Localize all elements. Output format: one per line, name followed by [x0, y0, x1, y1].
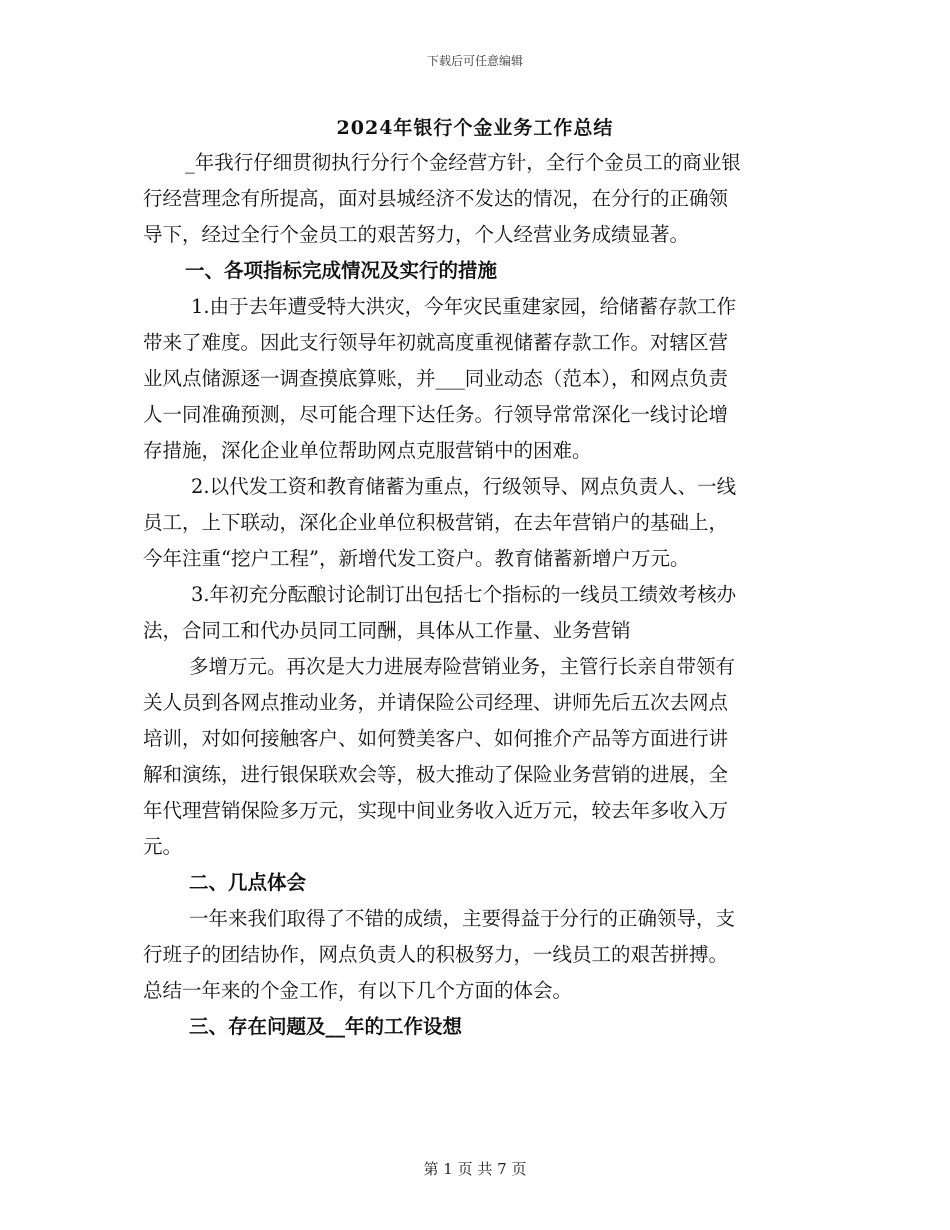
intro-line: 行经营理念有所提高，面对县城经济不发达的情况，在分行的正确领: [143, 187, 729, 210]
section-heading-1: 一、各项指标完成情况及实行的措施: [185, 259, 498, 282]
section2-line: 总结一年来的个金工作，有以下几个方面的体会。: [143, 979, 573, 1002]
item1-line: 人一同准确预测，尽可能合理下达任务。行领导常常深化一线讨论增: [143, 403, 729, 426]
continuation-line: 培训，对如何接触客户、如何赞美客户、如何推介产品等方面进行讲: [143, 727, 729, 750]
item2-line: 员工，上下联动，深化企业单位积极营销，在去年营销户的基础上，: [143, 511, 729, 534]
continuation-line: 关人员到各网点推动业务，并请保险公司经理、讲师先后五次去网点: [143, 691, 729, 714]
item1-line: 带来了难度。因此支行领导年初就高度重视储蓄存款工作。对辖区营: [143, 331, 729, 354]
item1-line: 1.由于去年遭受特大洪灾，今年灾民重建家园，给储蓄存款工作: [191, 295, 737, 318]
continuation-line: 解和演练，进行银保联欢会等，极大推动了保险业务营销的进展，全: [143, 763, 729, 786]
continuation-line: 元。: [143, 835, 183, 858]
section2-line: 行班子的团结协作，网点负责人的积极努力，一线员工的艰苦拼搏。: [143, 943, 729, 966]
item3-line: 3.年初充分酝酿讨论制订出包括七个指标的一线员工绩效考核办: [191, 583, 737, 606]
item2-line: 2.以代发工资和教育储蓄为重点，行级领导、网点负责人、一线: [191, 475, 737, 498]
intro-line: _年我行仔细贯彻执行分行个金经营方针，全行个金员工的商业银: [185, 151, 741, 174]
document-title: 2024年银行个金业务工作总结: [336, 117, 614, 139]
section-heading-3: 三、存在问题及__年的工作设想: [189, 1015, 463, 1038]
document-body: [143, 145, 807, 1045]
continuation-line: 年代理营销保险多万元，实现中间业务收入近万元，较去年多收入万: [143, 799, 729, 822]
item3-line: 法，合同工和代办员同工同酬，具体从工作量、业务营销: [143, 619, 631, 642]
item1-line: 业风点储源逐一调查摸底算账，并___同业动态（范本），和网点负责: [143, 367, 729, 390]
item2-line: 今年注重“挖户工程”，新增代发工资户。教育储蓄新增户万元。: [143, 547, 690, 570]
section2-line: 一年来我们取得了不错的成绩，主要得益于分行的正确领导，支: [189, 907, 736, 930]
section-heading-2: 二、几点体会: [189, 871, 307, 894]
item1-line: 存措施，深化企业单位帮助网点克服营销中的困难。: [143, 439, 592, 462]
intro-line: 导下，经过全行个金员工的艰苦努力，个人经营业务成绩显著。: [143, 223, 690, 246]
page-footer: 第 1 页 共 7 页: [423, 1160, 527, 1178]
continuation-line: 多增万元。再次是大力进展寿险营销业务，主管行长亲自带领有: [189, 655, 736, 678]
header-note: 下载后可任意编辑: [426, 54, 523, 68]
